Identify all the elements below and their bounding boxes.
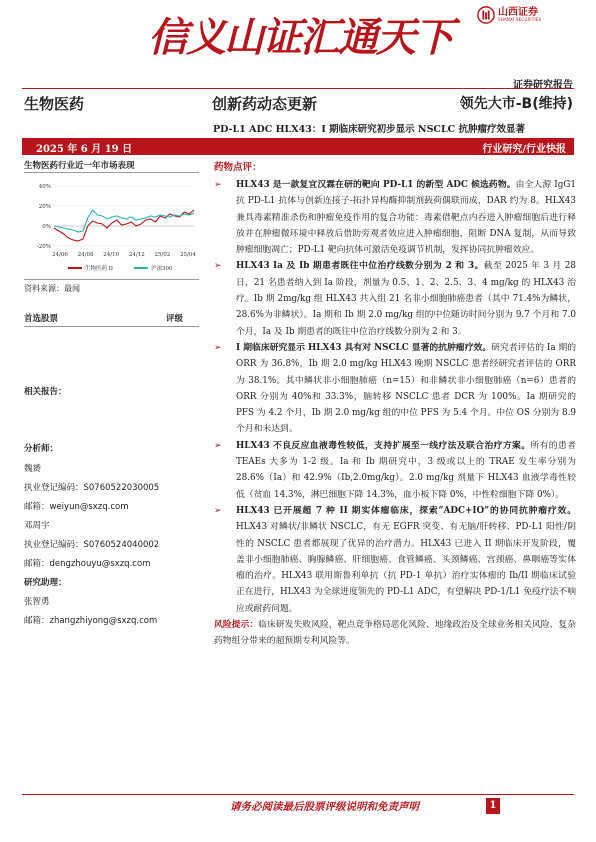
report-category: 行业研究/行业快报 bbox=[482, 144, 566, 155]
analyst-cert: 执业登记编码：S0760522030005 bbox=[24, 483, 160, 493]
bullet-lead: HLX43 已开展超 7 种 II 期实体瘤临床，探索“ADC+IO”的协同抗肿瘤疗效。 bbox=[236, 505, 576, 516]
y-tick-label: 20% bbox=[38, 204, 51, 210]
report-type: 证券研究报告 bbox=[513, 80, 573, 91]
series-line bbox=[54, 210, 194, 241]
analyst-name: 魏赟 bbox=[24, 464, 42, 474]
bullet-text: 研究者评估的 Ia 期的 ORR 为 36.8%，Ib 期 2.0 mg/kg HLX43 晚期 NSCLC 患者经研究者评估的 ORR 为 38.1%。其中鳞状非小细胞肺癌（n=15）和非鳞状非小细胞肺癌（n=6）患者的 ORR 分别为 40%和 33.3%，脑转移 NSCLC 患者 DCR 为 100%。Ia 期研究的 PFS 为 4.2 个月，Ib 期 2.0 mg/kg 组的中位 PFS 为 5.4 个月。中位 OS 分别为 8.9 个月和未达到。 bbox=[236, 342, 576, 435]
assistant-name: 张智勇 bbox=[24, 597, 50, 607]
legend-label: 沪深300 bbox=[151, 266, 173, 272]
footer-divider bbox=[22, 794, 574, 795]
risk-heading: 风险提示： bbox=[214, 620, 259, 631]
report-title: 创新药动态更新 bbox=[212, 95, 318, 113]
bullet-lead: HLX43 是一款复宜汉霖在研的靶向 PD-L1 的新型 ADC 候选药物。 bbox=[236, 180, 516, 190]
bullet-text: 由全人源 IgG1 抗 PD-L1 抗体与创新连接子-拓扑异构酶抑制剂载荷偶联而成，DAR 约为 8。HLX43 兼具毒素精准杀伤和肿瘤免疫作用的复合功能：毒素借靶点内吞进入肿瘤细胞后进行释放并在肿瘤微环境中释放后借助旁观者效应进入肿瘤细胞，阻断 DNA 复制，从而导致肿瘤细胞凋亡；PD-L1 靶向抗体可激活免疫调节机制，发挥协同抗肿瘤效应。 bbox=[236, 180, 576, 256]
header-divider bbox=[22, 88, 574, 89]
bullet-arrow-icon: ➢ bbox=[214, 505, 222, 516]
y-tick-label: 0% bbox=[42, 224, 51, 230]
analyst-email: 邮箱：weiyun@sxzq.com bbox=[24, 502, 129, 512]
bullet-text: 截至 2025 年 3 月 28 日，21 名患者纳入到 Ia 阶段，剂量为 0.5、1、2、2.5、3、4 mg/kg 的 HLX43 治疗。Ib 期 2mg/kg 组 HLX43 共入组 21 名非小细胞肺癌患者（其中 71.4%为鳞状，28.6%为非鳞状）。Ia 期和 Ib 期 2.0 mg/kg 组的中位随访时间分别为 9.7 个月和 7.0 个月，Ia 及 Ib 期患者的既往中位治疗线数分别为 2 和 3。 bbox=[236, 261, 576, 337]
chart-bottom-divider bbox=[24, 279, 199, 280]
bullet-lead: HLX43 不良反应血液毒性较低，支持扩展至一线疗法及联合治疗方案。 bbox=[236, 440, 531, 451]
chart-title: 生物医药行业近一年市场表现 bbox=[24, 161, 135, 171]
risk-paragraph bbox=[214, 617, 576, 650]
report-subtitle: PD-L1 ADC HLX43：I 期临床研究初步显示 NSCLC 抗肿瘤疗效显著 bbox=[213, 124, 526, 135]
analyst-label: 分析师： bbox=[24, 444, 59, 454]
y-tick-label: 40% bbox=[38, 184, 51, 190]
assistant-label: 研究助理： bbox=[24, 578, 67, 588]
x-tick-label: 24/06 bbox=[52, 252, 68, 258]
stock-rating-header: 评级 bbox=[166, 314, 184, 324]
related-reports-label: 相关报告： bbox=[24, 387, 67, 397]
section-heading: 药物点评： bbox=[214, 162, 262, 173]
industry-rating: 领先大市-B(维持) bbox=[459, 96, 573, 112]
stock-header: 首选股票 bbox=[24, 314, 59, 324]
assistant-email: 邮箱：zhangzhiyong@sxzq.com bbox=[24, 616, 158, 626]
date-bar bbox=[22, 138, 574, 155]
company-logo bbox=[477, 6, 541, 24]
analyst-email: 邮箱：dengzhouyu@sxzq.com bbox=[24, 559, 151, 569]
bullet-arrow-icon: ➢ bbox=[214, 342, 222, 353]
industry-label: 生物医药 bbox=[24, 95, 85, 113]
chart-top-divider bbox=[24, 172, 199, 173]
x-tick-label: 24/10 bbox=[103, 252, 120, 258]
x-tick-label: 24/12 bbox=[128, 252, 145, 258]
analyst-name: 邓周宇 bbox=[24, 521, 50, 531]
analyst-cert: 执业登记编码：S0760524040002 bbox=[24, 540, 160, 550]
logo-text-cn: 山西证券 bbox=[498, 7, 538, 18]
bullet-lead: HLX43 Ia 及 Ib 期患者既往中位治疗线数分别为 2 和 3。 bbox=[236, 261, 484, 272]
x-tick-label: 24/08 bbox=[77, 252, 94, 258]
bullet-arrow-icon: ➢ bbox=[214, 440, 222, 451]
x-tick-label: 25/04 bbox=[180, 252, 196, 258]
stock-table-divider bbox=[24, 326, 199, 327]
bullet-text: HLX43 对鳞状/非鳞状 NSCLC，有无 EGFR 突变、有无脑/肝转移、PD-L1 阳性/阴性的 NSCLC 患者都展现了优异的治疗潜力。HLX43 已进入 II 期临床开发阶段，覆盖非小细胞肺癌、胸腺鳞癌、肝细胞癌、食管鳞癌、头颈鳞癌、宫颈癌、鼻咽癌等实体瘤的治疗。HLX43 联用斯鲁利单抗（抗 PD-1 单抗）治疗实体瘤的 Ib/II 期临床试验正在进行，HLX43 为全球进度领先的 PD-L1 ADC，有望解决 PD-1/L1 免疫疗法不响应或耐药问题。 bbox=[236, 522, 576, 614]
main-content bbox=[214, 160, 576, 650]
bullet-arrow-icon: ➢ bbox=[214, 180, 222, 190]
report-date: 2025 年 6 月 19 日 bbox=[36, 144, 133, 155]
header-calligraphy: 信义山证汇通天下 bbox=[148, 14, 452, 61]
logo-text-en: SHANXI SECURITIES bbox=[498, 17, 542, 22]
series-line bbox=[54, 210, 194, 232]
y-tick-label: -20% bbox=[36, 244, 51, 250]
risk-text: 临床研发失败风险，靶点竞争格局恶化风险、地缘政治及全球业务相关风险、复杂药物组分带来的超预期专利风险等。 bbox=[214, 620, 576, 647]
bullet-arrow-icon: ➢ bbox=[214, 261, 222, 272]
x-tick-label: 25/02 bbox=[154, 252, 171, 258]
logo-icon bbox=[477, 6, 495, 24]
footer-disclaimer: 请务必阅读最后股票评级说明和免责声明 bbox=[230, 801, 419, 813]
bullet-text: 所有的患者 TEAEs 大多为 1-2 级。Ia 和 Ib 期研究中，3 级或以上的 TRAE 发生率分别为 28.6%（Ia）和 42.9%（Ib,2.0mg/kg）。2.0 mg/kg 剂量下 HLX43 血液学毒性较低（贫血 14.3%，淋巴细胞下降 14.3%，血小板下降 0%，中性粒细胞下降 0%）。 bbox=[236, 440, 576, 500]
page-number: 1 bbox=[486, 798, 500, 814]
bullet-item bbox=[214, 258, 576, 339]
bullet-item bbox=[214, 503, 576, 617]
bullet-item bbox=[214, 340, 576, 438]
chart-source: 资料来源：最闻 bbox=[24, 284, 80, 293]
bullet-lead: I 期临床研究显示 HLX43 具有对 NSCLC 显著的抗肿瘤疗效。 bbox=[236, 342, 492, 353]
legend-label: 生物医药 II bbox=[85, 266, 114, 272]
market-performance-chart bbox=[24, 176, 200, 276]
bullet-item bbox=[214, 177, 576, 258]
bullet-item bbox=[214, 438, 576, 503]
